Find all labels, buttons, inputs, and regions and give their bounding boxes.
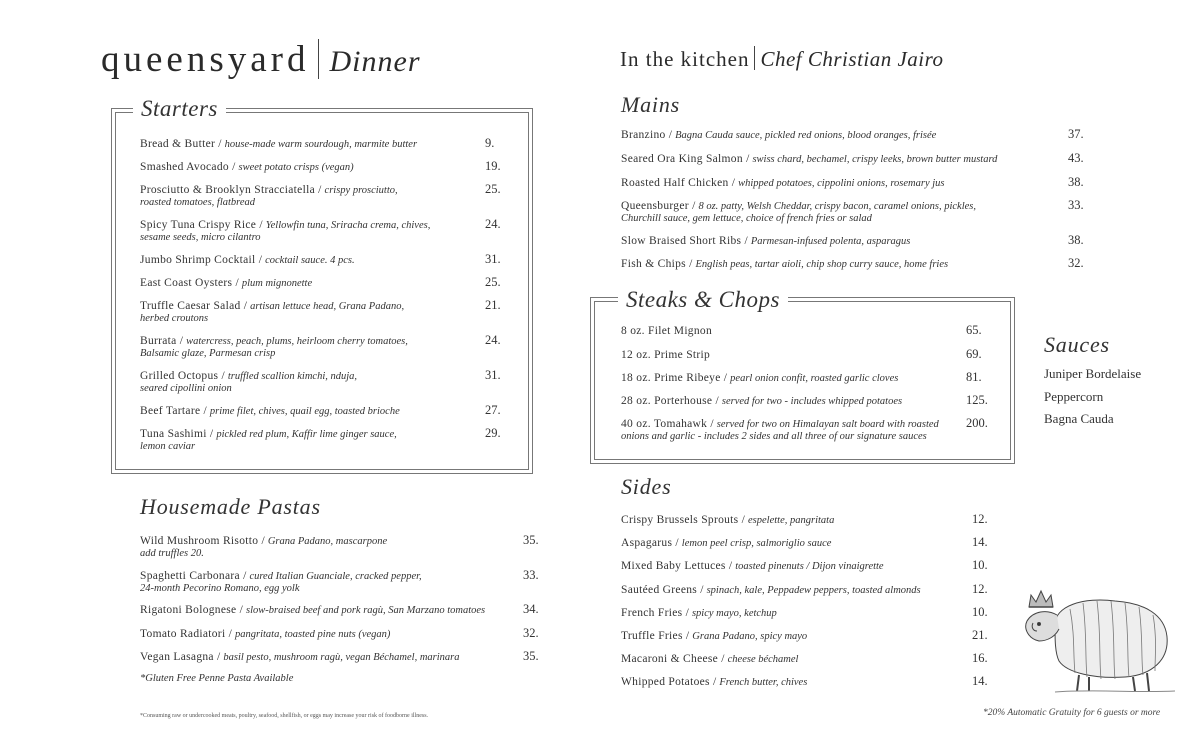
chef-name: Chef Christian Jairo <box>760 47 944 71</box>
item-description-cont: Balsamic glaze, Parmesan crisp <box>140 348 276 359</box>
main-item <box>621 258 948 271</box>
item-description: Bagna Cauda sauce, pickled red onions, blood oranges, frisée <box>675 130 937 141</box>
item-description-cont: onions and garlic - includes 2 sides and all three of our signature sauces <box>621 431 927 442</box>
item-name: 18 oz. Prime Ribeye / <box>621 372 728 384</box>
item-price: 27. <box>485 403 501 417</box>
item-price: 19. <box>485 159 501 173</box>
item-description: pickled red plum, Kaffir lime ginger sauce, <box>216 429 397 440</box>
main-item <box>621 235 910 248</box>
item-price: 14. <box>972 674 988 688</box>
item-name: Fish & Chips / <box>621 258 693 270</box>
item-price: 69. <box>966 347 982 361</box>
steaks-title: Steaks & Chops <box>618 287 788 313</box>
item-price: 35. <box>523 649 539 663</box>
item-description-cont: sesame seeds, micro cilantro <box>140 232 261 243</box>
kitchen-label: In the kitchen <box>620 47 750 71</box>
item-description: served for two - includes whipped potatoes <box>721 396 903 407</box>
item-price: 29. <box>485 426 501 440</box>
item-name: Crispy Brussels Sprouts / <box>621 514 746 526</box>
item-description: Yellowfin tuna, Sriracha crema, chives, <box>265 220 431 231</box>
item-description: sweet potato crisps (vegan) <box>238 162 354 173</box>
pasta-item <box>140 570 422 595</box>
item-price: 34. <box>523 602 539 616</box>
item-description: English peas, tartar aioli, chip shop curry sauce, home fries <box>695 259 949 270</box>
item-description: whipped potatoes, cippolini onions, rosemary jus <box>738 178 945 189</box>
mains-title: Mains <box>621 92 680 117</box>
item-description: served for two on Himalayan salt board with roasted <box>716 419 939 430</box>
item-description: French butter, chives <box>719 677 808 688</box>
item-name: Smashed Avocado / <box>140 161 236 173</box>
item-description: cocktail sauce. 4 pcs. <box>265 255 355 266</box>
item-description-cont: 24-month Pecorino Romano, egg yolk <box>140 583 300 594</box>
item-name: Jumbo Shrimp Cocktail / <box>140 254 263 266</box>
item-description-cont: lemon caviar <box>140 441 196 452</box>
side-item <box>621 653 798 666</box>
item-name: 28 oz. Porterhouse / <box>621 395 719 407</box>
item-name: Slow Braised Short Ribs / <box>621 235 748 247</box>
item-name: Burrata / <box>140 335 184 347</box>
item-price: 24. <box>485 333 501 347</box>
starter-item <box>140 405 400 418</box>
item-price: 25. <box>485 182 501 196</box>
item-name: 40 oz. Tomahawk / <box>621 418 714 430</box>
item-price: 12. <box>972 512 988 526</box>
kitchen-header <box>620 46 944 72</box>
item-description: crispy prosciutto, <box>324 185 398 196</box>
meal-name: Dinner <box>329 45 421 78</box>
item-price: 31. <box>485 368 501 382</box>
starter-item <box>140 138 417 151</box>
title-divider <box>318 39 319 79</box>
item-description-cont: roasted tomatoes, flatbread <box>140 197 256 208</box>
item-name: Seared Ora King Salmon / <box>621 153 750 165</box>
restaurant-title <box>101 38 421 81</box>
pastas-title: Housemade Pastas <box>140 494 321 519</box>
item-description: Parmesan-infused polenta, asparagus <box>750 236 911 247</box>
main-item <box>621 177 945 190</box>
item-name: Rigatoni Bolognese / <box>140 604 244 616</box>
steak-item <box>621 372 898 385</box>
pasta-item <box>140 651 460 664</box>
item-name: Mixed Baby Lettuces / <box>621 560 733 572</box>
item-description: lemon peel crisp, salmoriglio sauce <box>681 538 832 549</box>
item-price: 65. <box>966 323 982 337</box>
item-name: Spaghetti Carbonara / <box>140 570 247 582</box>
item-description: artisan lettuce head, Grana Padano, <box>250 301 405 312</box>
item-description: truffled scallion kimchi, nduja, <box>227 371 358 382</box>
side-item <box>621 584 921 597</box>
item-description: Grana Padano, spicy mayo <box>692 631 808 642</box>
side-item <box>621 560 884 573</box>
item-price: 21. <box>485 298 501 312</box>
item-description: cheese béchamel <box>727 654 799 665</box>
side-item <box>621 514 834 527</box>
item-price: 33. <box>1068 198 1084 212</box>
item-price: 43. <box>1068 151 1084 165</box>
brand-name: queensyard <box>101 39 310 80</box>
side-item <box>621 676 807 689</box>
item-price: 14. <box>972 535 988 549</box>
item-description: pearl onion confit, roasted garlic cloves <box>730 373 899 384</box>
starter-item <box>140 254 355 267</box>
sauce-item: Peppercorn <box>1044 389 1104 404</box>
item-name: Roasted Half Chicken / <box>621 177 736 189</box>
gluten-free-note: *Gluten Free Penne Pasta Available <box>140 673 294 684</box>
item-description: pangritata, toasted pine nuts (vegan) <box>234 629 391 640</box>
item-description-cont: seared cipollini onion <box>140 383 232 394</box>
starter-item <box>140 161 354 174</box>
item-name: Beef Tartare / <box>140 405 208 417</box>
item-name: 12 oz. Prime Strip <box>621 349 711 361</box>
item-price: 10. <box>972 558 988 572</box>
item-description: prime filet, chives, quail egg, toasted brioche <box>209 406 400 417</box>
item-name: Truffle Fries / <box>621 630 690 642</box>
item-description: Grana Padano, mascarpone <box>267 536 388 547</box>
side-item <box>621 537 831 550</box>
item-price: 24. <box>485 217 501 231</box>
raw-food-disclaimer: *Consuming raw or undercooked meats, poultry, seafood, shellfish, or eggs may increase your risk of foodborne illness. <box>140 713 429 719</box>
item-description: watercress, peach, plums, heirloom cherry tomatoes, <box>186 336 408 347</box>
starter-item <box>140 184 398 209</box>
steak-item <box>621 418 939 443</box>
pasta-item <box>140 535 387 560</box>
item-description: espelette, pangritata <box>748 515 835 526</box>
item-description: slow-braised beef and pork ragù, San Marzano tomatoes <box>245 605 486 616</box>
starter-item <box>140 219 430 244</box>
item-price: 35. <box>523 533 539 547</box>
item-name: Macaroni & Cheese / <box>621 653 725 665</box>
starter-item <box>140 277 312 290</box>
item-name: Prosciutto & Brooklyn Stracciatella / <box>140 184 322 196</box>
item-name: Vegan Lasagna / <box>140 651 221 663</box>
starter-item <box>140 370 357 395</box>
item-price: 10. <box>972 605 988 619</box>
item-price: 25. <box>485 275 501 289</box>
item-description: plum mignonette <box>241 278 313 289</box>
sauces-title: Sauces <box>1044 332 1110 357</box>
starter-item <box>140 428 397 453</box>
side-item <box>621 607 777 620</box>
item-description: cured Italian Guanciale, cracked pepper, <box>249 571 422 582</box>
item-description: spicy mayo, ketchup <box>691 608 777 619</box>
item-description: house-made warm sourdough, marmite butter <box>224 139 418 150</box>
item-price: 9. <box>485 136 495 150</box>
sides-title: Sides <box>621 474 672 499</box>
item-name: Spicy Tuna Crispy Rice / <box>140 219 263 231</box>
item-description: toasted pinenuts / Dijon vinaigrette <box>735 561 884 572</box>
pasta-item <box>140 604 485 617</box>
item-name: Whipped Potatoes / <box>621 676 717 688</box>
item-name: Bread & Butter / <box>140 138 222 150</box>
item-description: swiss chard, bechamel, crispy leeks, brown butter mustard <box>752 154 998 165</box>
pasta-item <box>140 628 390 641</box>
main-item <box>621 200 976 225</box>
item-name: Grilled Octopus / <box>140 370 225 382</box>
item-price: 38. <box>1068 233 1084 247</box>
item-price: 125. <box>966 393 988 407</box>
steak-item <box>621 325 712 337</box>
kitchen-divider <box>754 46 755 70</box>
item-description-cont: add truffles 20. <box>140 548 204 559</box>
item-price: 33. <box>523 568 539 582</box>
crowned-sheep-icon <box>1015 575 1180 695</box>
side-item <box>621 630 807 643</box>
item-description-cont: herbed croutons <box>140 313 209 324</box>
item-price: 16. <box>972 651 988 665</box>
item-price: 31. <box>485 252 501 266</box>
item-name: Branzino / <box>621 129 673 141</box>
item-description-cont: Churchill sauce, gem lettuce, choice of french fries or salad <box>621 213 872 224</box>
item-name: Tuna Sashimi / <box>140 428 214 440</box>
item-price: 81. <box>966 370 982 384</box>
item-price: 32. <box>1068 256 1084 270</box>
item-price: 32. <box>523 626 539 640</box>
sauce-item: Juniper Bordelaise <box>1044 366 1142 381</box>
starter-item <box>140 335 408 360</box>
item-name: 8 oz. Filet Mignon <box>621 325 713 337</box>
starter-item <box>140 300 404 325</box>
item-description: spinach, kale, Peppadew peppers, toasted almonds <box>706 585 921 596</box>
item-name: East Coast Oysters / <box>140 277 239 289</box>
item-name: Aspagarus / <box>621 537 679 549</box>
item-name: Tomato Radiatori / <box>140 628 233 640</box>
main-item <box>621 153 997 166</box>
item-price: 200. <box>966 416 988 430</box>
item-name: Wild Mushroom Risotto / <box>140 535 265 547</box>
item-name: Queensburger / <box>621 200 696 212</box>
item-price: 38. <box>1068 175 1084 189</box>
item-name: Truffle Caesar Salad / <box>140 300 248 312</box>
item-price: 21. <box>972 628 988 642</box>
item-description: 8 oz. patty, Welsh Cheddar, crispy bacon, caramel onions, pickles, <box>698 201 976 212</box>
steak-item <box>621 395 902 408</box>
item-name: French Fries / <box>621 607 690 619</box>
gratuity-note: *20% Automatic Gratuity for 6 guests or more <box>983 708 1161 718</box>
item-name: Sautéed Greens / <box>621 584 704 596</box>
item-price: 12. <box>972 582 988 596</box>
item-price: 37. <box>1068 127 1084 141</box>
main-item <box>621 129 936 142</box>
starters-title: Starters <box>133 96 226 122</box>
sauce-item: Bagna Cauda <box>1044 411 1114 426</box>
steak-item <box>621 349 710 361</box>
item-description: basil pesto, mushroom ragù, vegan Béchamel, marinara <box>223 652 460 663</box>
